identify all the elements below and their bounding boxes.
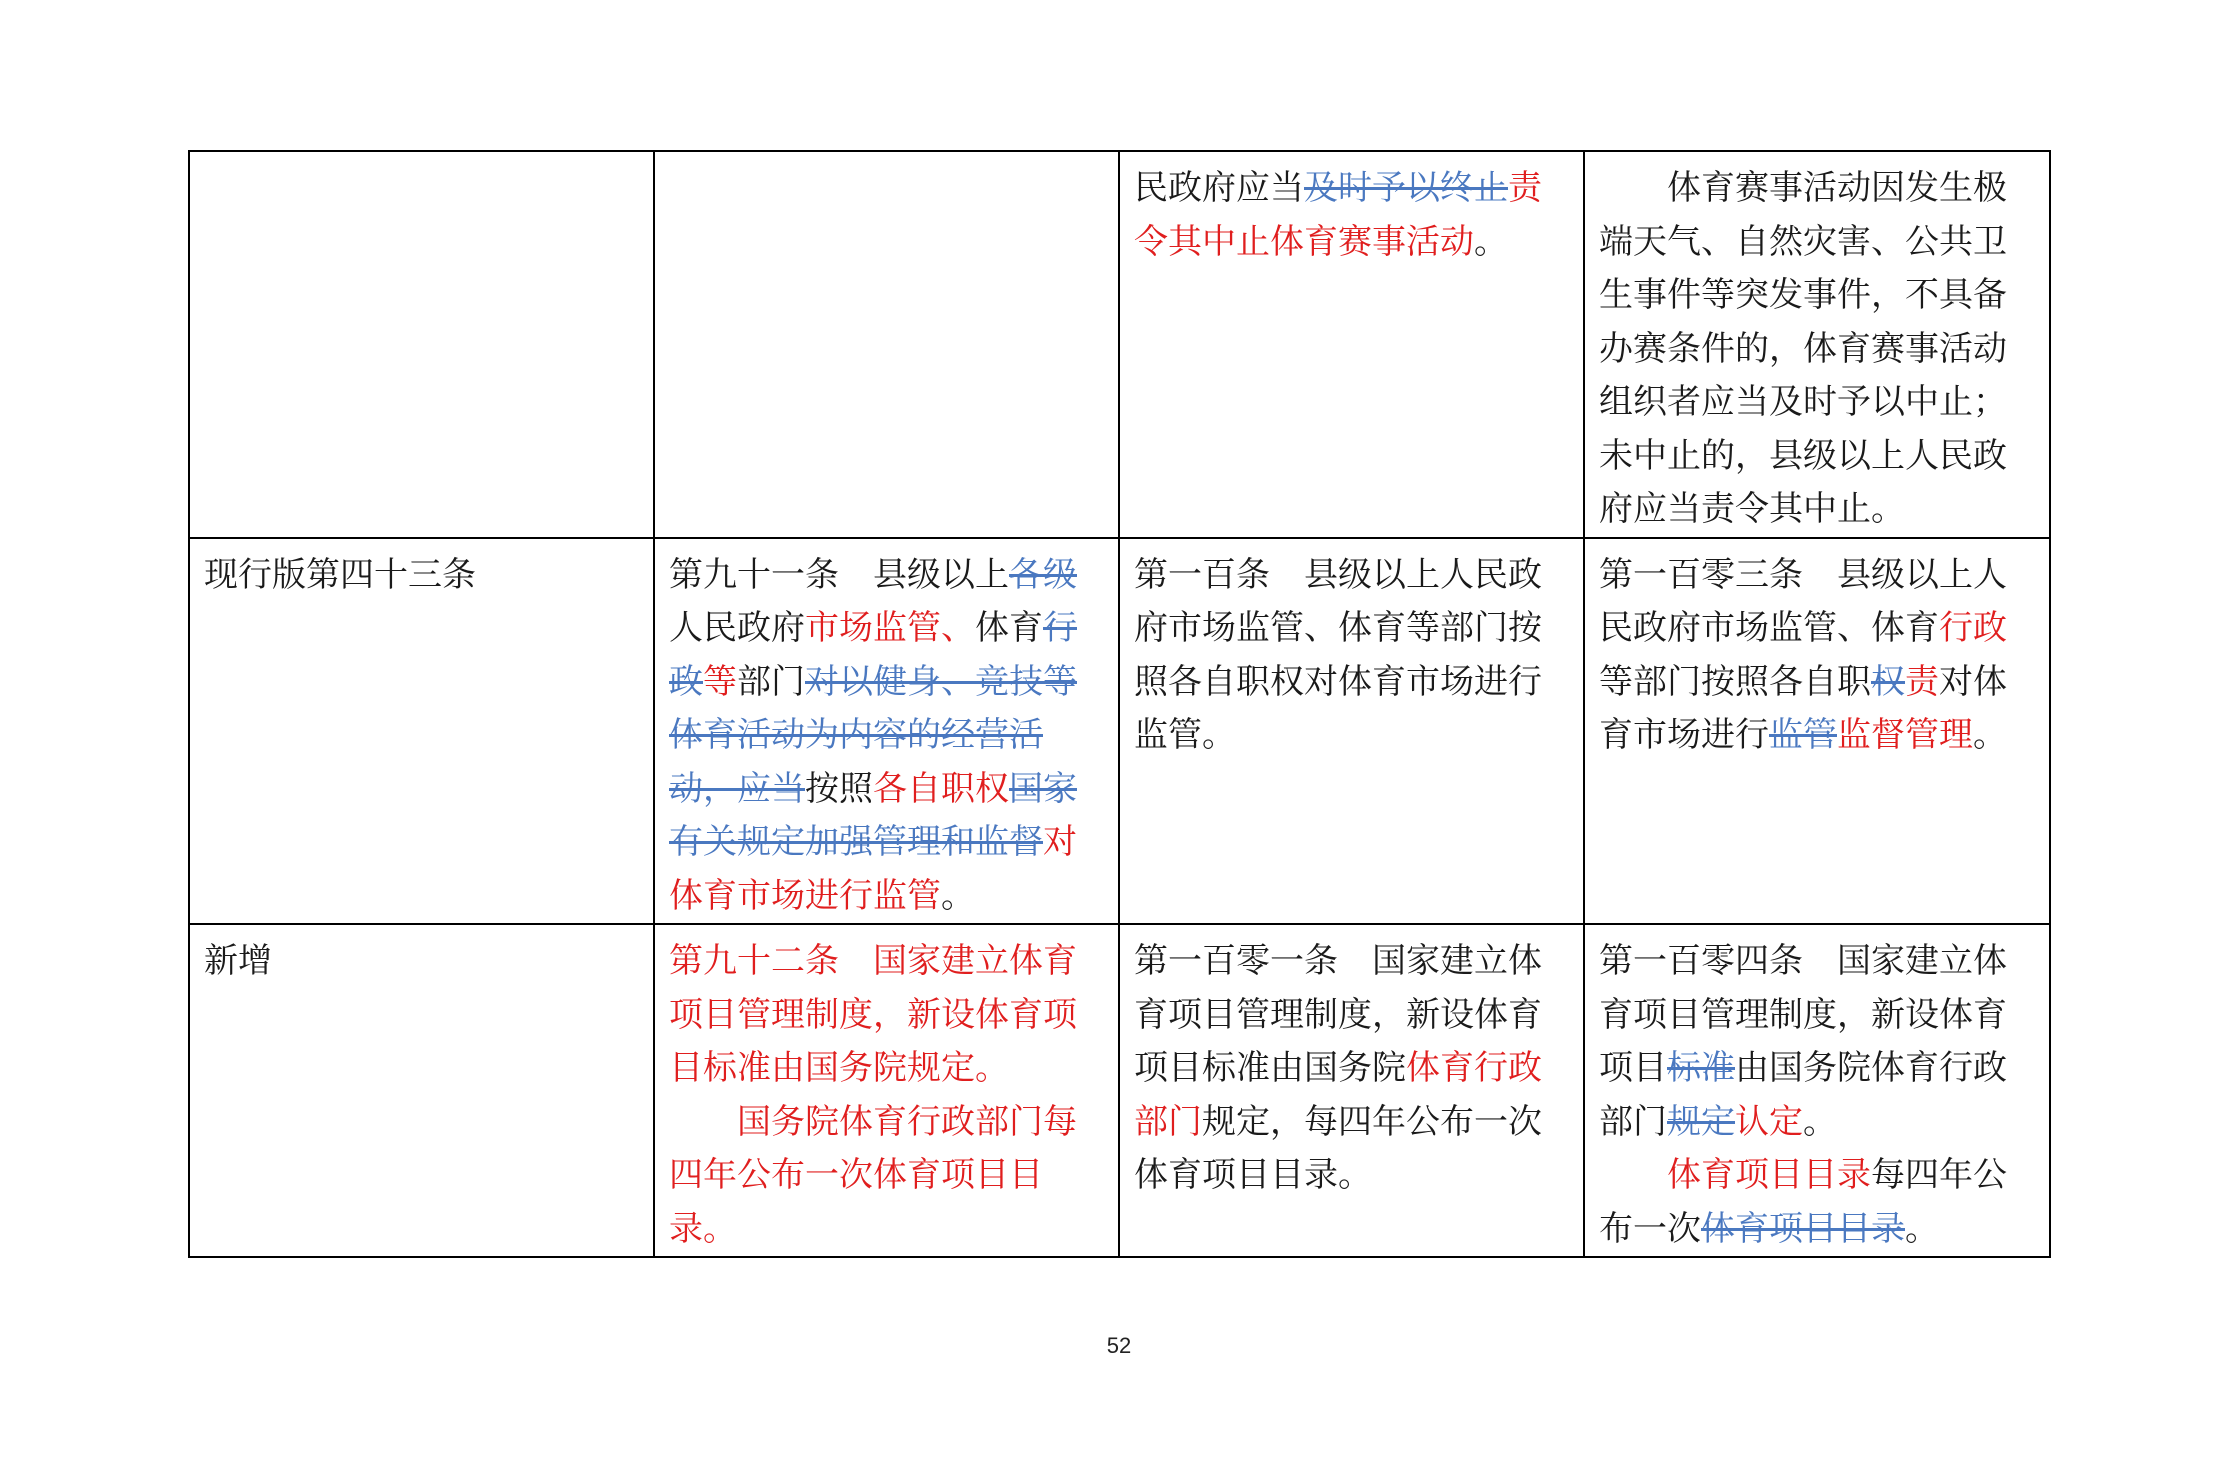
deleted-text: 标准	[1667, 1048, 1735, 1088]
revision-draft-3-cell	[1584, 924, 2050, 1257]
text-run: 第一百条 县级以上人民政府市场监管、体育等部门按照各自职权对体育市场进行监管。	[1134, 554, 1542, 755]
revision-draft-1-cell	[654, 151, 1119, 538]
cell-paragraph	[669, 549, 1104, 924]
text-run: 由国务院体育行政部门	[1599, 1048, 2007, 1142]
text-run: 体育	[975, 608, 1043, 648]
deleted-text: 国家有关规定加强管理和监督	[669, 768, 1077, 862]
text-run: 按照	[805, 768, 873, 809]
text-run: 第一百零三条 县级以上人民政府市场监管、体育	[1599, 554, 2007, 648]
cell-paragraph	[1134, 935, 1569, 1203]
inserted-text: 认定	[1735, 1101, 1803, 1142]
inserted-text: 行政	[1939, 608, 2007, 648]
text-run: 人民政府	[669, 608, 805, 648]
cell-paragraph	[1134, 162, 1569, 269]
inserted-text: 责令其中止体育赛事活动	[1134, 168, 1542, 262]
deleted-text: 权	[1871, 661, 1905, 702]
cell-paragraph	[1134, 549, 1569, 763]
inserted-text: 市场监管、	[805, 608, 975, 648]
deleted-text: 监管	[1769, 715, 1837, 755]
deleted-text: 规定	[1667, 1101, 1735, 1142]
deleted-text: 对以健身、竞技等体育活动为内容的经营活动，应当	[669, 661, 1077, 809]
text-run: 。	[1803, 1101, 1837, 1142]
table-row	[189, 538, 2050, 925]
text-run: 第一百零一条 国家建立体育项目管理制度，新设体育项目标准由国务院	[1134, 941, 1542, 1088]
cell-paragraph	[669, 1096, 1104, 1257]
text-run: 体育赛事活动因发生极端天气、自然灾害、公共卫生事件等突发事件，不具备办赛条件的，体育赛事活动组织者应当及时予以中止；未中止的，县级以上人民政府应当责令其中止。	[1599, 168, 2007, 529]
article-label-cell	[189, 151, 654, 538]
text-run: 等部门按照各自职	[1599, 661, 1871, 702]
table-row	[189, 924, 2050, 1257]
text-run: 规定，每四年公布一次体育项目目录。	[1134, 1101, 1542, 1195]
revision-draft-1-cell	[654, 924, 1119, 1257]
text-run: 。	[1973, 715, 2007, 755]
revision-draft-2-cell	[1119, 538, 1584, 925]
text-run: 。	[1474, 221, 1508, 262]
text-run: 民政府应当	[1134, 168, 1304, 208]
deleted-text: 及时予以终止	[1304, 168, 1508, 208]
inserted-text: 责	[1905, 661, 1939, 702]
cell-paragraph	[1599, 1149, 2035, 1256]
text-run: 。	[941, 875, 975, 916]
revision-draft-2-cell	[1119, 151, 1584, 538]
cell-paragraph	[1599, 549, 2035, 763]
text-run: 第九十一条 县级以上	[669, 554, 1009, 595]
inserted-text: 体育行政部门	[1134, 1048, 1542, 1142]
cell-paragraph	[1599, 162, 2035, 537]
inserted-text: 第九十二条 国家建立体育项目管理制度，新设体育项目标准由国务院规定。	[669, 941, 1077, 1088]
page-number: 52	[1106, 1333, 1132, 1358]
inserted-text: 各自职权	[873, 768, 1009, 809]
cell-paragraph	[1599, 935, 2035, 1149]
revision-draft-1-cell	[654, 538, 1119, 925]
cell-paragraph	[669, 935, 1104, 1096]
deleted-text: 各级	[1009, 554, 1077, 595]
article-label-cell: 现行版第四十三条	[189, 538, 654, 925]
table-row	[189, 151, 2050, 538]
text-run: 。	[1905, 1208, 1939, 1249]
text-run: 部门	[737, 661, 805, 702]
inserted-text: 等	[703, 661, 737, 702]
deleted-text: 体育项目目录	[1701, 1208, 1905, 1249]
inserted-text: 对体育市场进行监管	[669, 822, 1077, 916]
text-run: 每四年公布一次	[1599, 1155, 2007, 1249]
inserted-text: 监督管理	[1837, 715, 1973, 755]
deleted-text: 行政	[669, 608, 1077, 702]
inserted-text: 体育项目目录	[1667, 1155, 1871, 1195]
comparison-table	[188, 150, 2051, 1258]
revision-draft-3-cell	[1584, 538, 2050, 925]
inserted-text: 国务院体育行政部门每四年公布一次体育项目目录。	[669, 1101, 1077, 1249]
text-run: 第一百零四条 国家建立体育项目管理制度，新设体育项目	[1599, 941, 2007, 1088]
revision-draft-3-cell	[1584, 151, 2050, 538]
revision-draft-2-cell	[1119, 924, 1584, 1257]
article-label-cell: 新增	[189, 924, 654, 1257]
text-run: 对体育市场进行	[1599, 661, 2007, 755]
